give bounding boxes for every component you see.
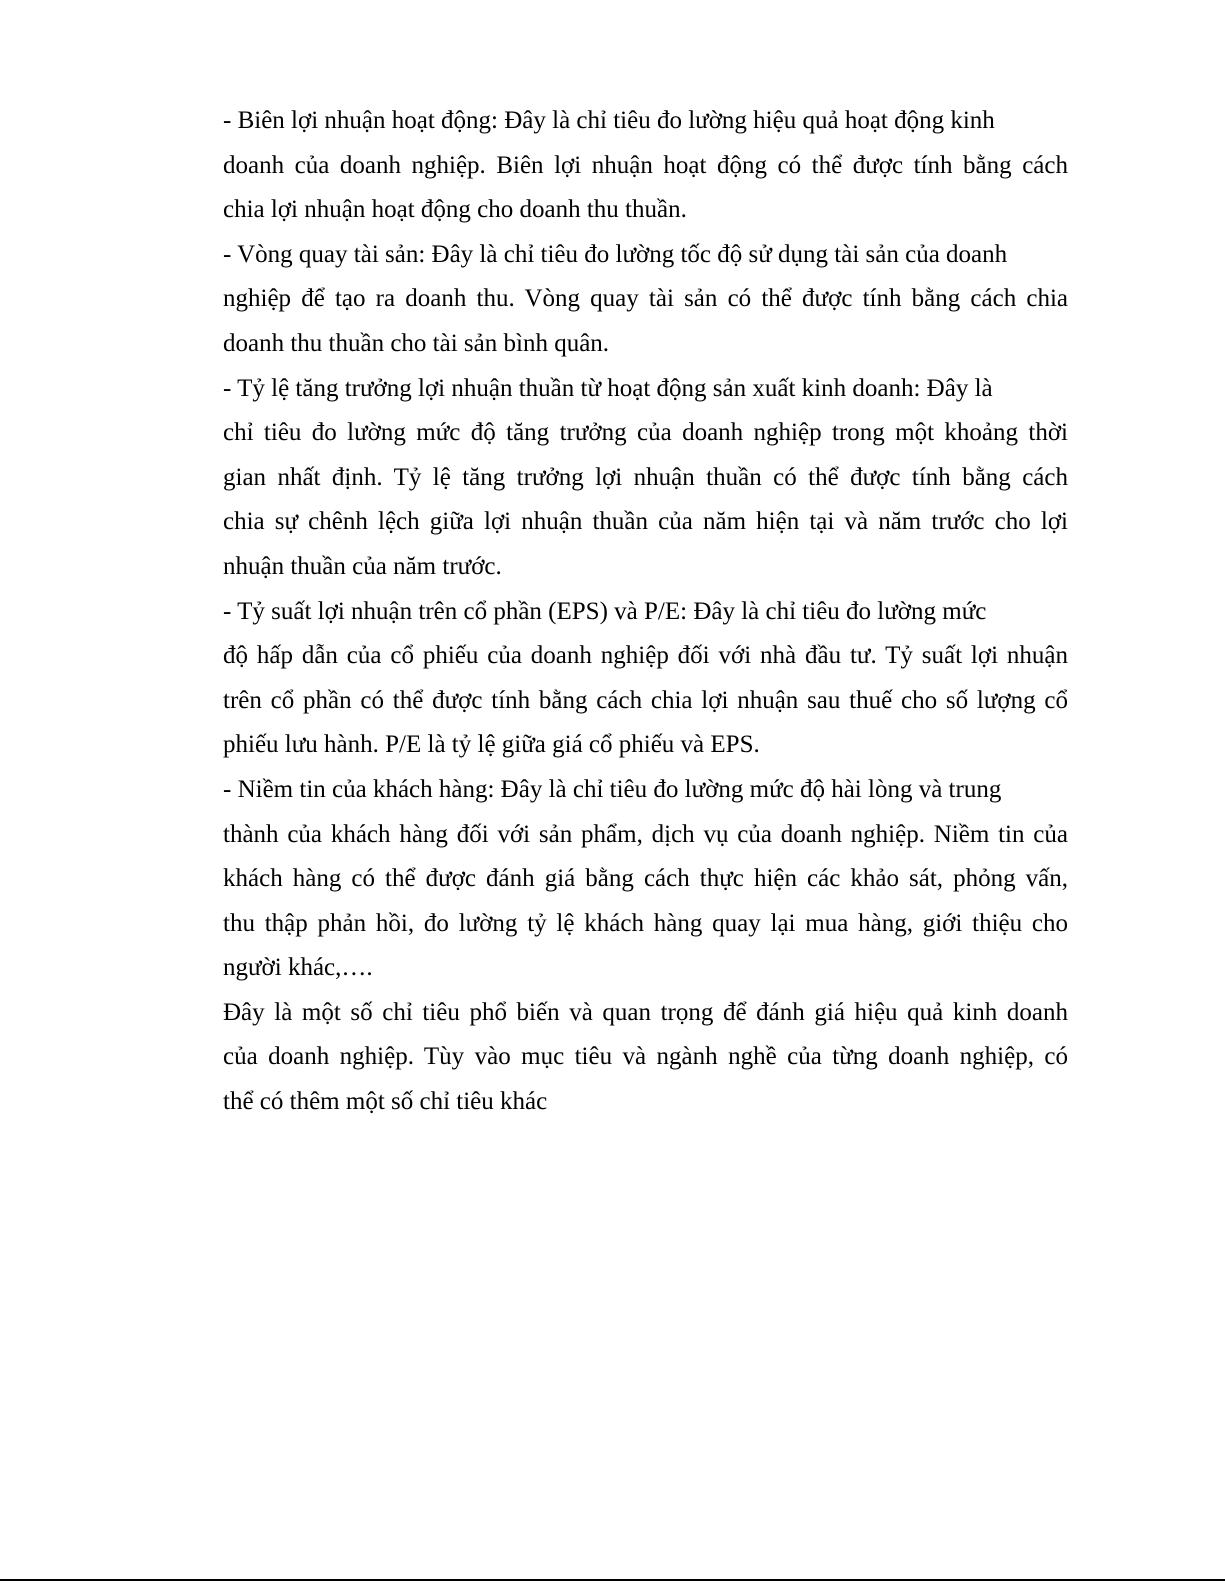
text-line: nghiệp để tạo ra doanh thu. Vòng quay tài sản có thể được tính bằng cách chia	[223, 285, 1068, 313]
text-line: doanh của doanh nghiệp. Biên lợi nhuận hoạt động có thể được tính bằng cách	[223, 151, 1068, 179]
text-line: gian nhất định. Tỷ lệ tăng trưởng lợi nhuận thuần có thể được tính bằng cách	[223, 463, 1068, 491]
text-line: chỉ tiêu đo lường mức độ tăng trưởng của doanh nghiệp trong một khoảng thời	[223, 419, 1068, 447]
text-line: chia lợi nhuận hoạt động cho doanh thu thuần.	[223, 196, 687, 224]
text-line: thành của khách hàng đối với sản phẩm, dịch vụ của doanh nghiệp. Niềm tin của	[223, 820, 1068, 848]
text-line: độ hấp dẫn của cổ phiếu của doanh nghiệp đối với nhà đầu tư. Tỷ suất lợi nhuận	[223, 642, 1068, 670]
text-line: trên cổ phần có thể được tính bằng cách chia lợi nhuận sau thuế cho số lượng cổ	[223, 686, 1068, 714]
text-line: Đây là một số chỉ tiêu phổ biến và quan trọng để đánh giá hiệu quả kinh doanh	[223, 998, 1068, 1026]
text-line: của doanh nghiệp. Tùy vào mục tiêu và ngành nghề của từng doanh nghiệp, có	[223, 1043, 1068, 1071]
text-line: chia sự chênh lệch giữa lợi nhuận thuần của năm hiện tại và năm trước cho lợi	[223, 508, 1068, 536]
text-line: doanh thu thuần cho tài sản bình quân.	[223, 329, 610, 357]
text-line: khách hàng có thể được đánh giá bằng cách thực hiện các khảo sát, phỏng vấn,	[223, 865, 1068, 893]
text-line: - Tỷ suất lợi nhuận trên cổ phần (EPS) và P/E: Đây là chỉ tiêu đo lường mức	[223, 597, 987, 625]
text-line: - Tỷ lệ tăng trưởng lợi nhuận thuần từ hoạt động sản xuất kinh doanh: Đây là	[223, 374, 993, 402]
text-line: người khác,….	[223, 954, 373, 982]
page-bottom-rule	[0, 1579, 1225, 1581]
text-line: phiếu lưu hành. P/E là tỷ lệ giữa giá cổ phiếu và EPS.	[223, 731, 760, 759]
body-text	[223, 99, 1068, 1125]
text-line: nhuận thuần của năm trước.	[223, 552, 502, 580]
text-line: - Vòng quay tài sản: Đây là chỉ tiêu đo lường tốc độ sử dụng tài sản của doanh	[223, 240, 1008, 268]
text-line: - Biên lợi nhuận hoạt động: Đây là chỉ tiêu đo lường hiệu quả hoạt động kinh	[223, 107, 995, 134]
text-line: - Niềm tin của khách hàng: Đây là chỉ tiêu đo lường mức độ hài lòng và trung	[223, 775, 1002, 803]
text-line: thu thập phản hồi, đo lường tỷ lệ khách hàng quay lại mua hàng, giới thiệu cho	[223, 909, 1068, 937]
text-line: thể có thêm một số chỉ tiêu khác	[223, 1088, 548, 1116]
